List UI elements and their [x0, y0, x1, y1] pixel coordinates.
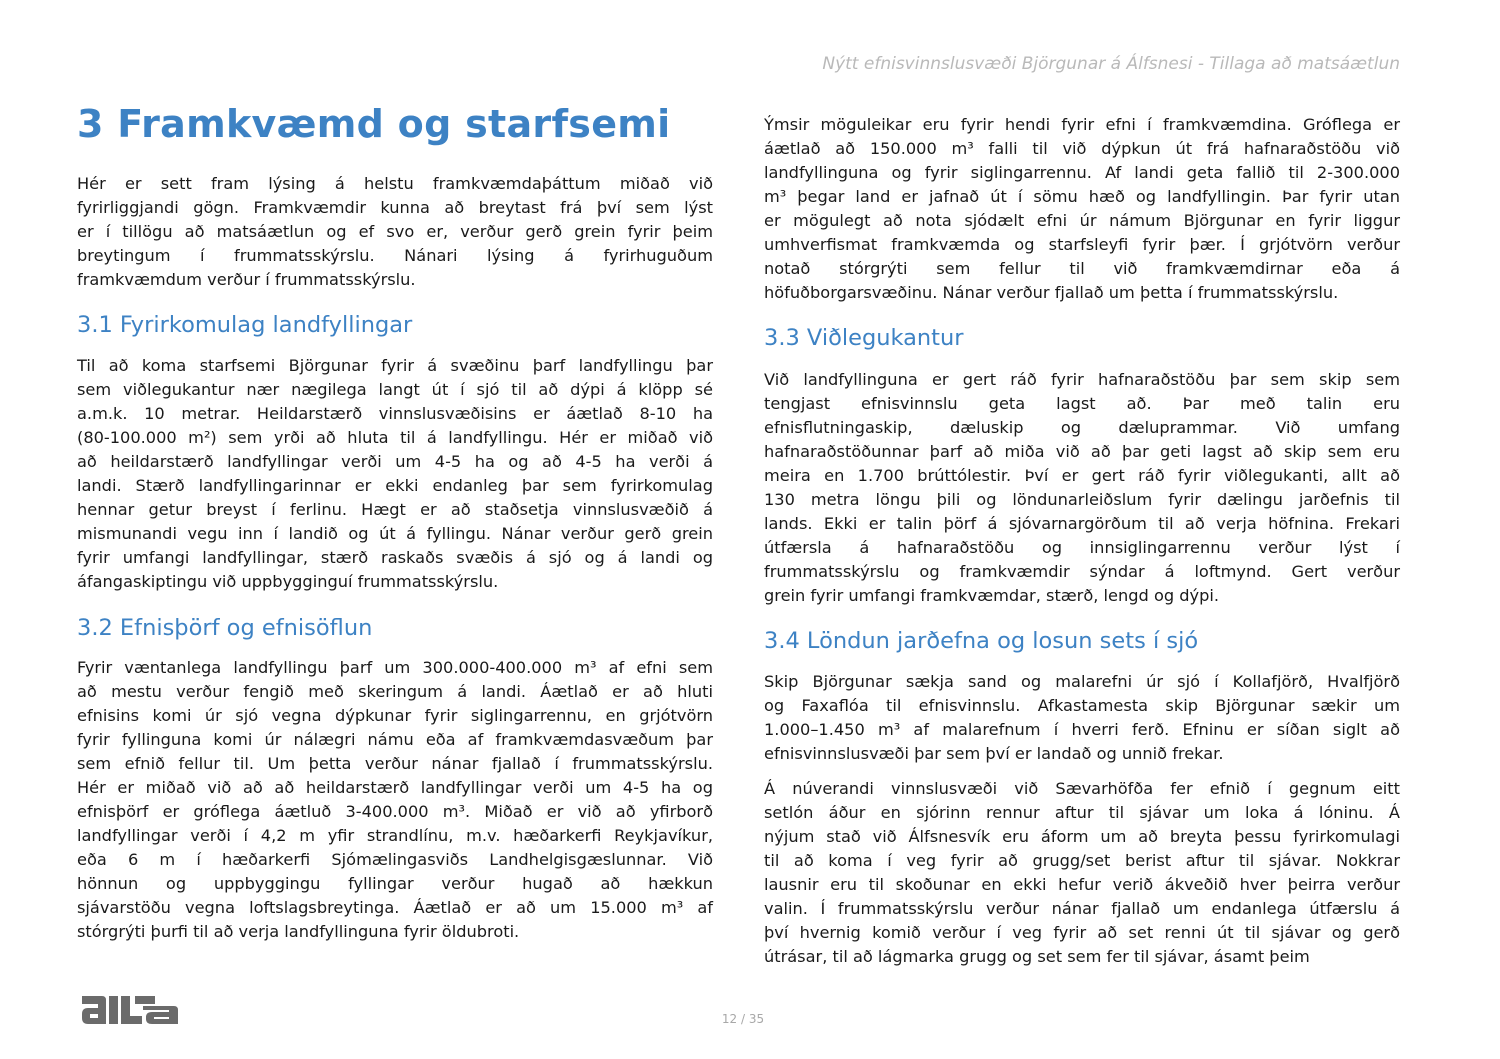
text-line: stórgrýti þurfi til að verja landfyllinguna fyrir öldubroti. — [77, 922, 520, 941]
text-line: Við landfyllinguna er gert ráð fyrir hafnaraðstöðu þar sem skip sem — [764, 370, 1400, 389]
text-line: meira en 1.700 brúttólestir. Því er gert ráð fyrir viðlegukanti, allt að — [764, 466, 1400, 485]
text-line: er í tillögu að matsáætlun og ef svo er, verður gerð grein fyrir þeim — [77, 222, 713, 241]
text-line: efnisins komi úr sjó vegna dýpkunar fyrir siglingarrennu, en grjótvörn — [77, 706, 713, 725]
section-heading-3-4: 3.4 Löndun jarðefna og losun sets í sjó — [764, 628, 1199, 654]
text-line: landfyllinguna og fyrir siglingarrennu. Af landi geta fallið til 2-300.000 — [764, 163, 1400, 182]
text-line: Á núverandi vinnslusvæði við Sævarhöfða fer efnið í gegnum eitt — [764, 779, 1400, 798]
text-line: setlón áður en sjórinn rennur aftur til sjávar um loka á lóninu. Á — [764, 803, 1400, 822]
text-line: fyrir fyllinguna komi úr nálægri námu eða af framkvæmdasvæðum þar — [77, 730, 713, 749]
text-line: sem viðlegukantur nær nægilega langt út í sjó til að dýpi á klöpp sé — [77, 380, 713, 399]
text-line: mismunandi vegu inn í landið og út á fyllingu. Nánar verður gerð grein — [77, 524, 713, 543]
page-number: 12 / 35 — [721, 1012, 765, 1026]
chapter-title: 3 Framkvæmd og starfsemi — [77, 102, 671, 146]
text-line: efnisþörf er gróflega áætluð 3-400.000 m³. Miðað er við að yfirborð — [77, 802, 713, 821]
text-line: umhverfismat framkvæmda og starfsleyfi fyrir þær. Í grjótvörn verður — [764, 235, 1400, 254]
text-line: er mögulegt að nota sjódælt efni úr námum Björgunar en fyrir liggur — [764, 211, 1400, 230]
section-3-2-paragraph — [77, 656, 713, 944]
section-3-4-paragraph-1 — [764, 670, 1400, 766]
section-3-3-paragraph — [764, 368, 1400, 608]
text-line: hafnaraðstöðunnar þarf að miða við að þar geti lagst að skip sem eru — [764, 442, 1400, 461]
text-line: breytingum í frummatsskýrslu. Nánari lýsing á fyrirhuguðum — [77, 246, 713, 265]
text-line: tengjast efnisvinnslu geta lagst að. Þar með talin eru — [764, 394, 1400, 413]
text-line: a.m.k. 10 metrar. Heildarstærð vinnslusvæðisins er áætlað 8-10 ha — [77, 404, 713, 423]
section-heading-3-1: 3.1 Fyrirkomulag landfyllingar — [77, 312, 413, 338]
text-line: efnisflutningaskip, dæluskip og dæluprammar. Við umfang — [764, 418, 1400, 437]
text-line: (80-100.000 m²) sem yrði að hluta til á landfyllingu. Hér er miðað við — [77, 428, 713, 447]
text-line: því hvernig komið verður í veg fyrir að set renni út til sjávar og gerð — [764, 923, 1400, 942]
text-line: lausnir eru til skoðunar en ekki hefur verið ákveðið hver þeirra verður — [764, 875, 1400, 894]
text-line: útrásar, til að lágmarka grugg og set sem fer til sjávar, ásamt þeim — [764, 947, 1310, 966]
text-line: Skip Björgunar sækja sand og malarefni úr sjó í Kollafjörð, Hvalfjörð — [764, 672, 1400, 691]
text-line: til að koma í veg fyrir að grugg/set berist aftur til sjávar. Nokkrar — [764, 851, 1400, 870]
text-line: 130 metra löngu þili og löndunarleiðslum fyrir dælingu jarðefnis til — [764, 490, 1400, 509]
text-line: útfærsla á hafnaraðstöðu og innsiglingarrennu verður lýst í — [764, 538, 1400, 557]
text-line: nýjum stað við Álfsnesvík eru áform um að breyta þessu fyrirkomulagi — [764, 827, 1400, 846]
text-line: efnisvinnslusvæði þar sem því er landað og unnið frekar. — [764, 744, 1224, 763]
text-line: að heildarstærð landfyllingar verði um 4-5 ha og að 4-5 ha verði á — [77, 452, 713, 471]
text-line: hennar getur breyst í ferlinu. Hægt er að staðsetja vinnslusvæðið á — [77, 500, 713, 519]
text-line: og Faxaflóa til efnisvinnslu. Afkastamesta skip Björgunar sækir um — [764, 696, 1400, 715]
text-line: notað stórgrýti sem fellur til við framkvæmdirnar eða á — [764, 259, 1400, 278]
running-header: Nýtt efnisvinnslusvæði Björgunar á Álfsnesi - Tillaga að matsáætlun — [822, 54, 1400, 74]
text-line: fyrir umfangi landfyllingar, stærð raskaðs svæðis á sjó og á landi og — [77, 548, 713, 567]
text-line: Hér er miðað við að að heildarstærð landfyllingar verði um 4-5 ha og — [77, 778, 713, 797]
text-line: höfuðborgarsvæðinu. Nánar verður fjallað um þetta í frummatsskýrslu. — [764, 283, 1339, 302]
text-line: valin. Í frummatsskýrslu verður nánar fjallað um endanlega útfærslu á — [764, 899, 1400, 918]
text-line: grein fyrir umfangi framkvæmdar, stærð, lengd og dýpi. — [764, 586, 1220, 605]
text-line: hönnun og uppbyggingu fyllingar verður hugað að hækkun — [77, 874, 713, 893]
intro-paragraph — [77, 172, 713, 292]
text-line: áfangaskiptingu við uppbygginguí frummatsskýrslu. — [77, 572, 499, 591]
section-heading-3-3: 3.3 Viðlegukantur — [764, 325, 964, 351]
text-line: landfyllingar verði í 4,2 m yfir strandlínu, m.v. hæðarkerfi Reykjavíkur, — [77, 826, 713, 845]
section-heading-3-2: 3.2 Efnisþörf og efnisöflun — [77, 615, 373, 641]
text-line: landi. Stærð landfyllingarinnar er ekki endanleg þar sem fyrirkomulag — [77, 476, 713, 495]
text-line: framkvæmdum verður í frummatsskýrslu. — [77, 270, 416, 289]
text-line: 1.000–1.450 m³ af malarefnum í hverri ferð. Efninu er síðan siglt að — [764, 720, 1400, 739]
material-options-paragraph — [764, 113, 1400, 305]
text-line: Til að koma starfsemi Björgunar fyrir á svæðinu þarf landfyllingu þar — [77, 356, 713, 375]
text-line: áætlað að 150.000 m³ falli til við dýpkun út frá hafnaraðstöðu við — [764, 139, 1400, 158]
text-line: eða 6 m í hæðarkerfi Sjómælingasviðs Landhelgisgæslunnar. Við — [77, 850, 713, 869]
section-3-1-paragraph — [77, 354, 713, 594]
text-line: frummatsskýrslu og framkvæmdir sýndar á loftmynd. Gert verður — [764, 562, 1400, 581]
text-line: Ýmsir möguleikar eru fyrir hendi fyrir efni í framkvæmdina. Gróflega er — [764, 115, 1400, 134]
text-line: sjávarstöðu vegna loftslagsbreytinga. Áætlað er að um 15.000 m³ af — [77, 898, 713, 917]
text-line: Hér er sett fram lýsing á helstu framkvæmdaþáttum miðað við — [77, 174, 713, 193]
text-line: að mestu verður fengið með skeringum á landi. Áætlað er að hluti — [77, 682, 713, 701]
text-line: sem efnið fellur til. Um þetta verður nánar fjallað í frummatsskýrslu. — [77, 754, 713, 773]
text-line: Fyrir væntanlega landfyllingu þarf um 300.000-400.000 m³ af efni sem — [77, 658, 713, 677]
section-3-4-paragraph-2 — [764, 777, 1400, 969]
text-line: fyrirliggjandi gögn. Framkvæmdir kunna að breytast frá því sem lýst — [77, 198, 713, 217]
text-line: m³ þegar land er jafnað út í sömu hæð og landfyllingin. Þar fyrir utan — [764, 187, 1400, 206]
text-line: lands. Ekki er talin þörf á sjóvarnargörðum til að verja höfnina. Frekari — [764, 514, 1400, 533]
